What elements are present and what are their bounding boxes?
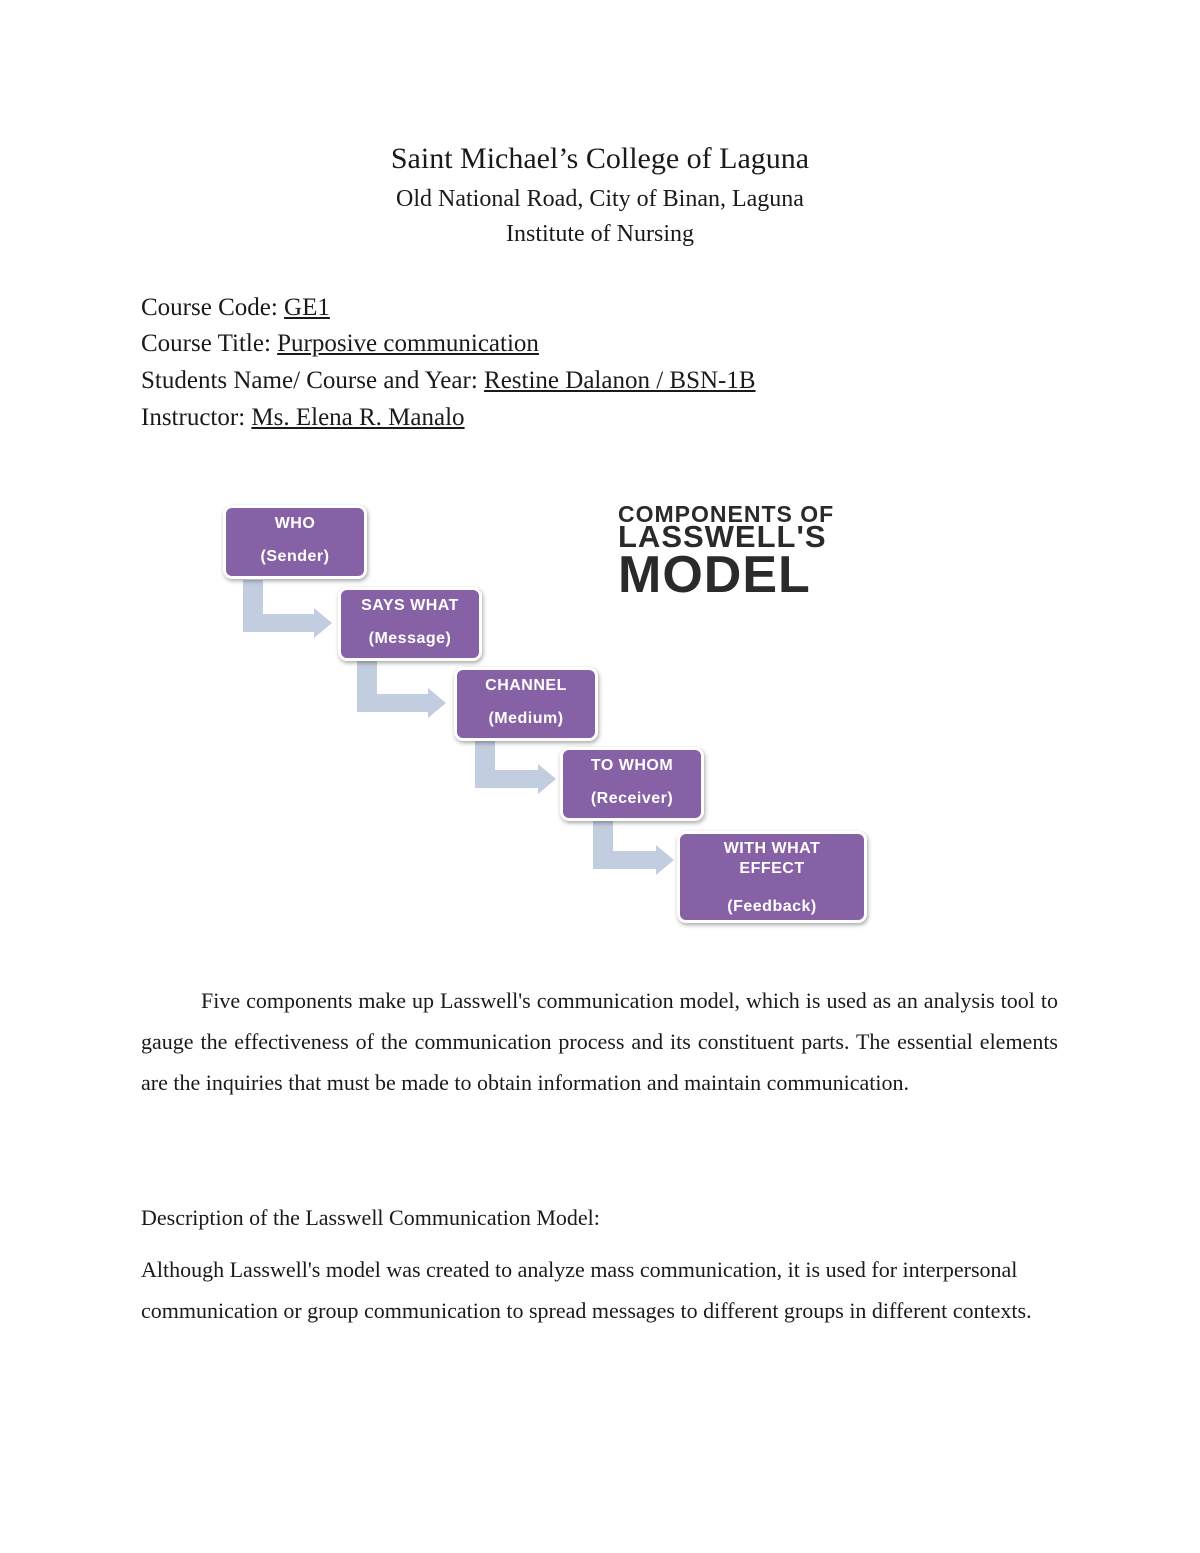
student-label: Students Name/ Course and Year: bbox=[141, 367, 485, 394]
arrow-whom-to-effect bbox=[593, 820, 674, 875]
step-channel-label: CHANNEL bbox=[485, 677, 567, 694]
step-to-whom-box bbox=[560, 747, 704, 821]
arrow-says-to-channel bbox=[357, 660, 446, 718]
school-name: Saint Michael’s College of Laguna bbox=[390, 142, 810, 175]
step-effect-box bbox=[677, 831, 867, 923]
step-effect-label-line1: WITH WHAT bbox=[723, 840, 821, 857]
arrow-channel-to-whom bbox=[475, 740, 556, 794]
step-to-whom-label: TO WHOM bbox=[590, 757, 674, 774]
student-value: Restine Dalanon / BSN-1B bbox=[484, 367, 756, 394]
step-to-whom-sub: (Receiver) bbox=[590, 790, 674, 807]
diagram-title-line3: MODEL bbox=[618, 546, 811, 604]
course-title-label: Course Title: bbox=[141, 330, 278, 357]
step-says-what-sub: (Message) bbox=[368, 630, 452, 647]
description-heading: Description of the Lasswell Communication Model: bbox=[141, 1205, 600, 1230]
step-says-what-box bbox=[338, 587, 482, 661]
instructor-value: Ms. Elena R. Manalo bbox=[251, 404, 465, 431]
step-who-sub: (Sender) bbox=[260, 548, 330, 565]
diagram-title-line1: COMPONENTS OF bbox=[618, 501, 835, 527]
instructor-label: Instructor: bbox=[141, 404, 252, 431]
course-code-label: Course Code: bbox=[141, 294, 285, 321]
institute-name: Institute of Nursing bbox=[506, 221, 694, 247]
diagram-title-line2: LASSWELL'S bbox=[618, 519, 827, 554]
step-who-box bbox=[223, 505, 367, 579]
step-channel-box bbox=[454, 667, 598, 741]
course-code-value: GE1 bbox=[284, 294, 330, 321]
step-who-label: WHO bbox=[274, 515, 316, 532]
step-says-what-label: SAYS WHAT bbox=[361, 597, 459, 614]
school-address: Old National Road, City of Binan, Laguna bbox=[396, 186, 804, 212]
step-effect-sub: (Feedback) bbox=[727, 898, 817, 915]
step-effect-label-line2: EFFECT bbox=[739, 860, 805, 877]
arrow-who-to-says bbox=[243, 580, 332, 638]
step-channel-sub: (Medium) bbox=[488, 710, 564, 727]
course-title-value: Purposive communication bbox=[277, 330, 539, 357]
intro-paragraph: Five components make up Lasswell's communication model, which is used as an analysis tool to gauge the effectiveness of the communication process and its constituent parts. The essential elements are the inquiries that must be made to obtain information and maintain communication. bbox=[141, 988, 1058, 1095]
description-paragraph: Although Lasswell's model was created to analyze mass communication, it is used for interpersonal communication or group communication to spread messages to different groups in different contexts. bbox=[141, 1257, 1032, 1323]
